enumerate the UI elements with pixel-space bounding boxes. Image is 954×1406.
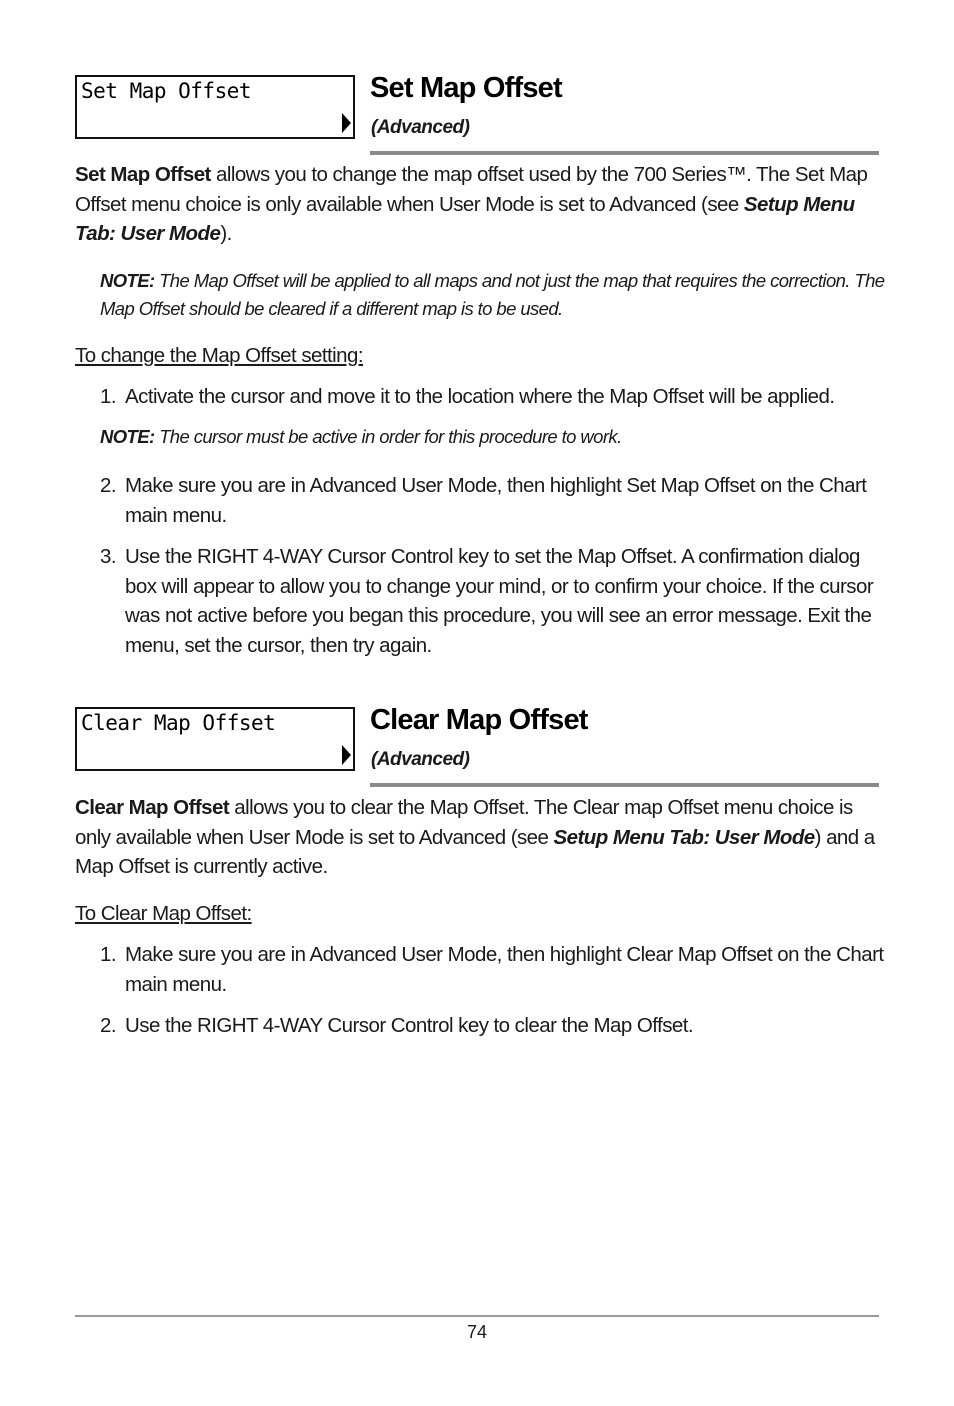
page-number: 74 (466, 1322, 488, 1342)
section-rule (370, 151, 879, 155)
note (100, 423, 890, 451)
section-title: Set Map Offset (370, 72, 562, 104)
note-text: The cursor must be active in order for this procedure to work. (154, 426, 622, 447)
section-subtitle: (Advanced) (371, 117, 470, 138)
intro-text: allows you to clear the Map Offset. The Clear map Offset menu choice is only available when User Mode is set to Advanced (see (75, 796, 853, 849)
intro-ref: Setup Menu Tab: User Mode (553, 825, 815, 849)
intro-paragraph (75, 160, 885, 249)
intro-text: allows you to change the map offset used by the 700 Series™. The Set Map Offset menu choice is only available when User Mode is set to Advanced (see (75, 163, 868, 216)
intro-bold: Set Map Offset (75, 163, 211, 186)
right-arrow-icon (342, 745, 351, 765)
step-number: 2. (100, 474, 116, 497)
step-text: Make sure you are in Advanced User Mode, then highlight Clear Map Offset on the Chart main menu. (125, 943, 884, 996)
section-subtitle: (Advanced) (371, 749, 470, 770)
section-rule (370, 783, 879, 787)
procedure-heading: To Clear Map Offset: (75, 902, 252, 925)
procedure-heading: To change the Map Offset setting: (75, 344, 364, 367)
list-item (100, 382, 885, 412)
list-item (100, 1011, 885, 1041)
intro-end: ) and a Map Offset is currently active. (75, 825, 875, 878)
note (100, 267, 890, 323)
step-text: Use the RIGHT 4-WAY Cursor Control key to set the Map Offset. A confirmation dialog box will appear to allow you to change your mind, or to confirm your choice. If the cursor was not active before you began this procedure, you will see an error message. Exit the menu, set the cursor, then try again. (125, 545, 874, 657)
right-arrow-icon (342, 113, 351, 133)
step-text: Activate the cursor and move it to the location where the Map Offset will be applied. (125, 385, 835, 408)
step-text: Make sure you are in Advanced User Mode, then highlight Set Map Offset on the Chart main menu. (125, 474, 867, 527)
note-label: NOTE: (100, 426, 155, 447)
note-text: The Map Offset will be applied to all maps and not just the map that requires the correction. The Map Offset should be cleared if a different map is to be used. (100, 270, 885, 319)
step-number: 3. (100, 545, 116, 568)
step-text: Use the RIGHT 4-WAY Cursor Control key to clear the Map Offset. (125, 1014, 694, 1037)
step-number: 2. (100, 1014, 116, 1037)
menu-label: Set Map Offset (81, 79, 252, 103)
list-item (100, 940, 885, 999)
note-label: NOTE: (100, 270, 155, 291)
step-number: 1. (100, 385, 116, 408)
intro-paragraph (75, 793, 885, 882)
intro-end: ). (220, 222, 232, 245)
clear-map-offset-menu-box (75, 707, 355, 771)
intro-bold: Clear Map Offset (75, 796, 230, 819)
section-title: Clear Map Offset (370, 704, 588, 736)
intro-ref: Setup Menu Tab: User Mode (75, 192, 855, 245)
menu-label: Clear Map Offset (81, 711, 276, 735)
list-item (100, 471, 885, 530)
footer-rule (75, 1315, 879, 1317)
step-number: 1. (100, 943, 116, 966)
set-map-offset-menu-box (75, 75, 355, 139)
list-item (100, 542, 885, 660)
